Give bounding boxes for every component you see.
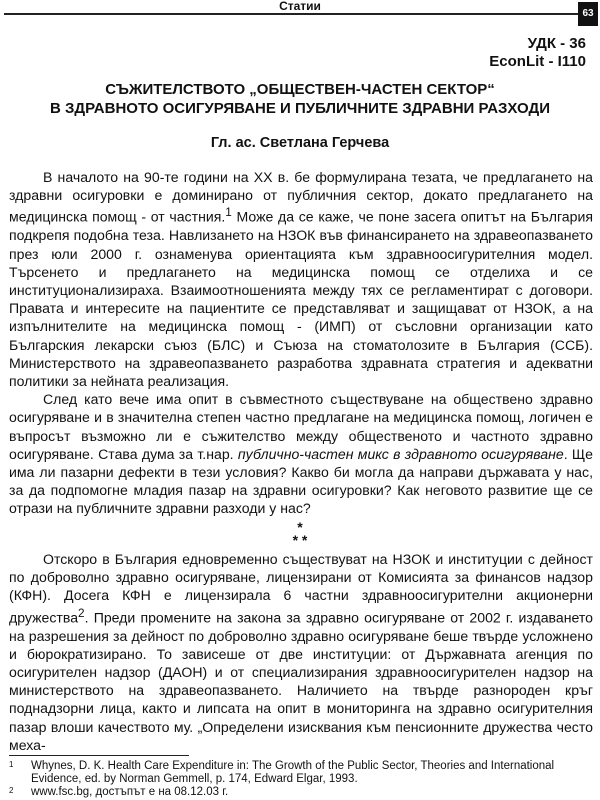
header-rule — [4, 13, 578, 15]
section-title: Статии — [279, 0, 321, 13]
title-line-2: В ЗДРАВНОТО ОСИГУРЯВАНЕ И ПУБЛИЧНИТЕ ЗДРАВНИ РАЗХОДИ — [50, 100, 550, 117]
paragraph — [9, 550, 593, 754]
page-number: 63 — [578, 2, 598, 26]
paragraph-text: . Преди промените на закона за здравно осигуряване от 2002 г. издаването на разрешения за дейност по доброволно здравно осигуряване беше твърде усложнено и бюрократизирано. То зависеше от две институции: от Държавната агенция по осигурителен надзор (ДАОН) и от специализирания здравноосигурителен надзор на министерството на здравеопазването. Наличието на твърде разнороден кръг поднадзорни лица, както и липсата на опит в мониторинга на здравно осигурителния пазар влоши качеството му. „Определени изисквания към пенсионните дружества често меха- — [9, 609, 593, 753]
body-section-2 — [9, 550, 593, 754]
paragraph-text: . Ще има ли пазарни дефекти в тези условия? Какво би могла да направи държавата у нас, за да подпомогне младия пазар на здравни осигуровки? Как неговото развитие ще се отрази на публичните здравни разходи у нас? — [9, 445, 593, 517]
footnote — [9, 760, 593, 786]
emphasis-text: публично-частен микс в здравното осигуряване — [237, 445, 564, 462]
footnote-text: Whynes, D. K. Health Care Expenditure in: The Growth of the Public Sector, Theories and International Evidence, ed. by Norman Gemmell, p. 174, Edward Elgar, 1993. — [31, 760, 555, 785]
footnote — [9, 786, 593, 799]
footnote-ref: 2 — [78, 606, 85, 620]
paragraph-text: Отскоро в България едновременно съществуват на НЗОК и институции с дейност по доброволно здравно осигуряване, лицензирани от Комисията за финансов надзор (КФН). Досега КФН е лицензирала 6 частни здравноосигурителни акционерни дружества — [9, 551, 593, 626]
footnote-text: www.fsc.bg, достъпът е на 08.12.03 г. — [31, 786, 229, 798]
author: Гл. ас. Светлана Герчева — [210, 135, 390, 151]
separator-bottom: * * — [292, 532, 308, 548]
paragraph — [9, 390, 593, 517]
udk-code: УДК - 36 — [527, 35, 586, 52]
footnote-ref: 1 — [225, 206, 232, 220]
econlit-code: EconLit - I110 — [489, 53, 586, 70]
paragraph — [9, 168, 593, 390]
title-line-1: СЪЖИТЕЛСТВОТО „ОБЩЕСТВЕН-ЧАСТЕН СЕКТОР“ — [105, 81, 495, 98]
article-title — [0, 80, 600, 118]
paragraph-text: Може да се каже, че поне засега опитът на България подкрепя подобна теза. Навлизането на НЗОК във финансирането на здравеопазването през юли 2000 г. ознаменува ориентацията към здравноосигурителния модел. Търсенето и предлагането на медицинска помощ се отделиха и се институционализираха. Взаимоотношенията между тях се регламентират с договори. Правата и интересите на пациентите се представляват и защищават от НЗОК, а на изпълнителите на медицинска помощ - (ИМП) от съсловни организации като Българския лекарски съюз (БЛС) и Съюза на стоматолозите в България (ССБ). Министерството на здравеопазването разработва здравната стратегия и адекватни политики за нейната реализация. — [9, 209, 593, 389]
paragraph-text: В началото на 90-те години на XX в. бе формулирана тезата, че предлагането на здравни осигуровки е доминирано от публичния сектор, докато предлагането на медицинска помощ - от частния. — [9, 169, 593, 226]
footnote-mark: 1 — [9, 760, 14, 769]
body-section-1 — [9, 168, 593, 518]
classification-codes — [489, 35, 586, 71]
running-header — [0, 0, 600, 22]
footnote-mark: 2 — [9, 786, 14, 795]
paragraph-text: След като вече има опит в съвместното съществуване на обществено здравно осигуряване и в значителна степен частно предлагане на медицинска помощ, логичен е въпросът възможно ли е съжителство между общественото и частното здравно осигуряване. Става дума за т.нар. — [9, 391, 593, 462]
separator-top: * — [297, 519, 303, 535]
footnote-divider — [9, 755, 189, 756]
footnotes — [9, 760, 593, 799]
